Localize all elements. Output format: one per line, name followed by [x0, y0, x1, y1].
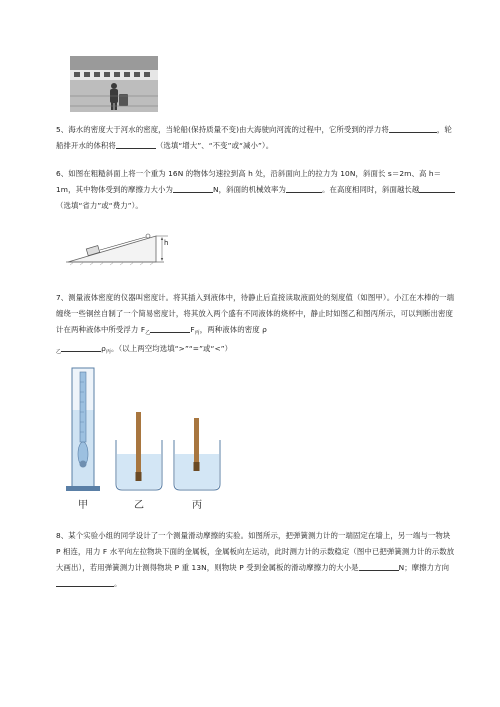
q5-blank-1[interactable] — [389, 122, 437, 133]
q8-text: 8、某个实验小组的同学设计了一个测量滑动摩擦的实验。如图所示，把弹簧测力计的一端固定在墙上，另一端与一物块 P 相连，用力 F 水平向左拉物块下面的金属板，金属板向左运动，此时测力计的示数稳定（图中已把弹簧测力计的示数放大画出），若用弹簧测力计测得物块 P 重 13N，则物块 P 受到金属板的滑动摩擦力的大小是 — [56, 531, 455, 572]
q6-text: 6、如图在粗糙斜面上将一个重为 16N 的物体匀速拉到高 h 处，沿斜面向上的拉力为 10N，斜面长 s＝2m、高 h＝1m，其中物体受到的摩擦力大小为 — [56, 169, 442, 194]
caption-jia: 甲 — [78, 500, 88, 511]
q6-blank-3[interactable] — [419, 182, 455, 193]
q8-blank-1[interactable] — [359, 560, 399, 571]
q7-blank-2[interactable] — [61, 341, 101, 352]
q6-text: N，斜面的机械效率为 — [212, 185, 287, 194]
question-5 — [56, 122, 456, 154]
height-label: h — [164, 239, 169, 247]
q7-text: 。（以上两空均选填“>”“=”或“<”） — [111, 344, 233, 353]
caption-bing: 丙 — [192, 500, 202, 511]
incline-diagram — [64, 222, 174, 270]
q8-text: N；摩擦力方向 — [398, 563, 450, 572]
q6-text: （选填“省力”或“费力”）。 — [56, 201, 143, 210]
q7-sub: 丙 — [105, 349, 112, 355]
q5-text: ，轮船排开水的体积将 — [56, 125, 452, 150]
q6-blank-1[interactable] — [173, 182, 213, 193]
q5-blank-2[interactable] — [116, 138, 156, 149]
question-7 — [56, 290, 456, 360]
q7-sub: 乙 — [56, 349, 62, 355]
q5-text: （选填“增大”、“不变”或“减小”）。 — [155, 141, 274, 150]
q7-text: ，两种液体的密度 ρ — [199, 325, 267, 334]
caption-yi: 乙 — [134, 500, 144, 511]
question-8 — [56, 528, 456, 592]
q7-text: ρ — [101, 344, 106, 353]
q5-text: 5、海水的密度大于河水的密度，当轮船(保持质量不变)由大海驶向河流的过程中，它所受到的浮力将 — [56, 125, 389, 134]
q6-text: 。在高度相同时，斜面越长越 — [322, 185, 420, 194]
q8-blank-2[interactable] — [56, 576, 114, 587]
q7-sub: 丙 — [194, 330, 200, 336]
question-6 — [56, 166, 456, 214]
q8-text: 。 — [114, 579, 122, 588]
q7-blank-1[interactable] — [150, 322, 190, 333]
hydrometer-figures — [60, 362, 240, 512]
q7-sub: 乙 — [145, 330, 151, 336]
q6-blank-2[interactable] — [286, 182, 322, 193]
q7-text: 7、测量液体密度的仪器叫密度计。将其插入到液体中，待静止后直接读取液面处的刻度值（如图甲）。小江在木棒的一端缠绕一些铜丝自制了一个简易密度计，将其放入两个盛有不同液体的烧杯中，静止时如图乙和图丙所示，可以判断出密度计在两种液体中所受浮力 F — [56, 293, 455, 334]
q7-text: F — [190, 325, 195, 334]
station-photo — [70, 56, 158, 112]
